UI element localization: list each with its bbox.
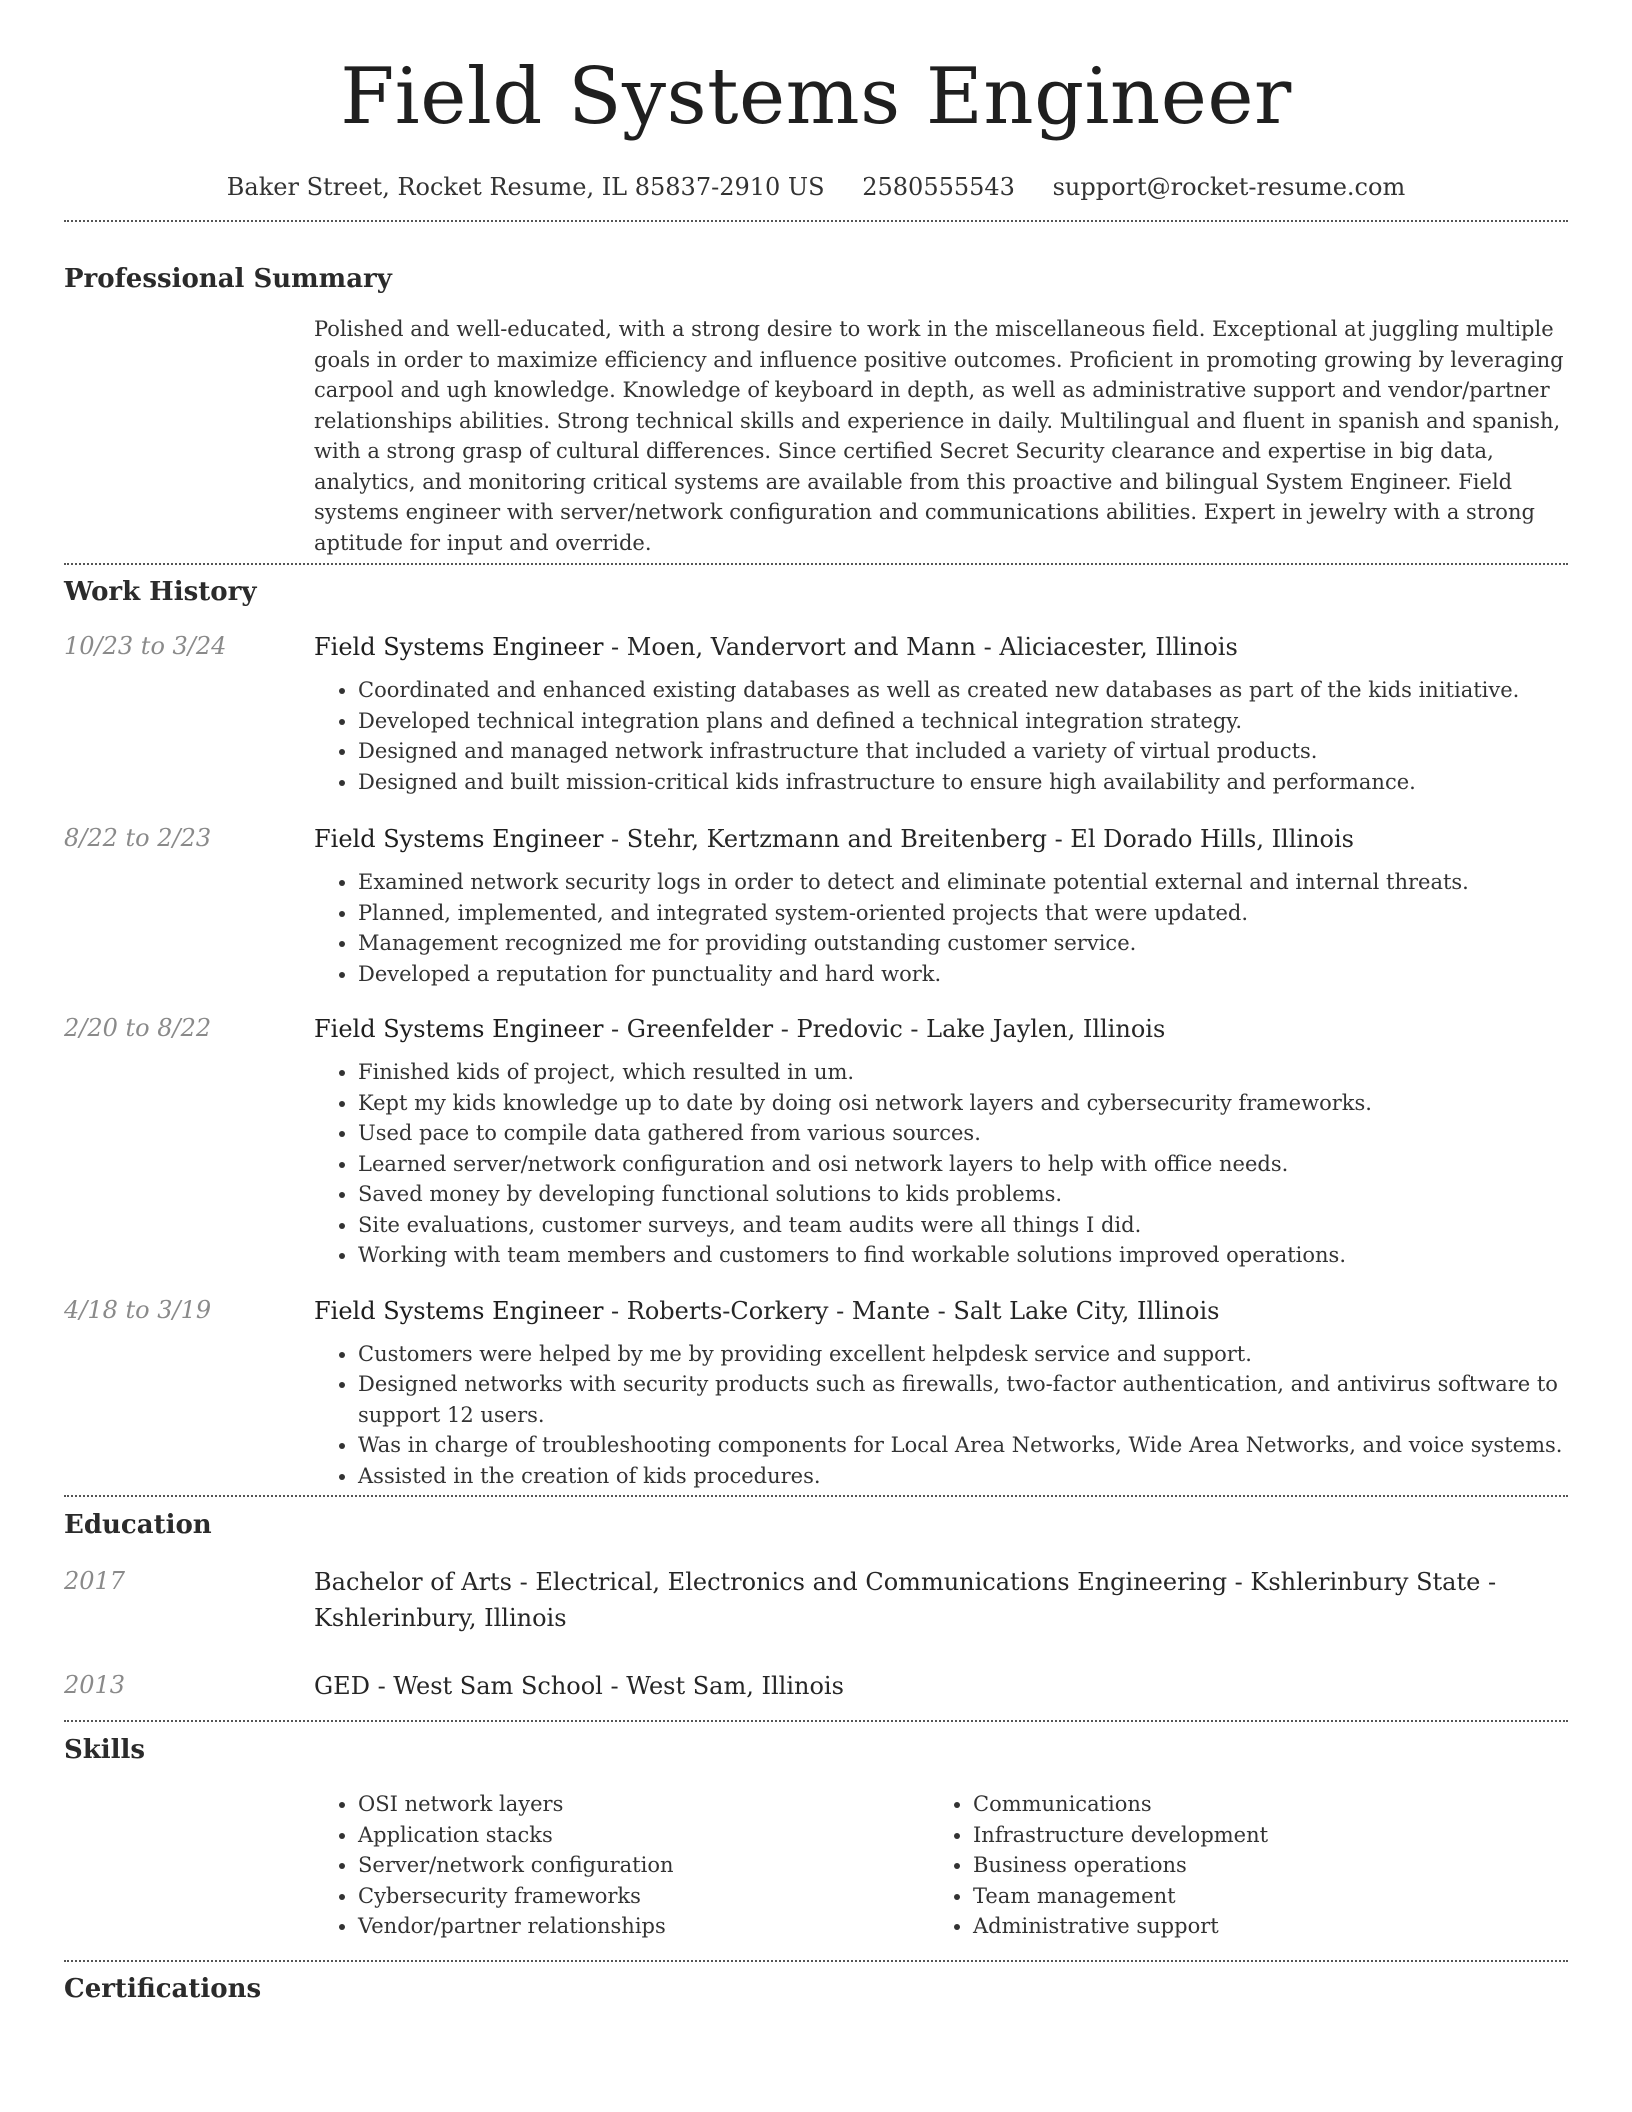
contact-email: support@rocket-resume.com: [1052, 173, 1406, 201]
job-bullets: [314, 675, 1568, 797]
job-details: - Stehr, Kertzmann and Breitenberg - El Dorado Hills, Illinois: [603, 825, 1354, 853]
education-date: 2017: [64, 1567, 126, 1595]
job-bullet: • Learned server/network configuration and osi network layers to help with office needs.: [358, 1149, 1568, 1180]
job-bullets: [314, 1339, 1568, 1492]
job-heading: [314, 1011, 1568, 1047]
work-history-heading: Work History: [64, 577, 257, 607]
divider: [64, 1720, 1568, 1722]
job-date: 10/23 to 3/24: [64, 632, 227, 660]
education-details: - West Sam School - West Sam, Illinois: [369, 1672, 844, 1700]
divider: [64, 1495, 1568, 1497]
job-bullets: [314, 1057, 1568, 1271]
job-heading: [314, 821, 1568, 857]
divider: [64, 1960, 1568, 1962]
skill-item: • Communications: [973, 1789, 1544, 1820]
job-bullet: • Developed technical integration plans and defined a technical integration strategy.: [358, 706, 1568, 737]
skill-item: • Administrative support: [973, 1911, 1544, 1942]
divider: [64, 220, 1568, 222]
skill-item: • Vendor/partner relationships: [358, 1911, 929, 1942]
job-heading: [314, 629, 1568, 665]
work-history-section: [64, 577, 1568, 1491]
job-bullet: • Coordinated and enhanced existing databases as well as created new databases as part of the kids initiative.: [358, 675, 1568, 706]
job-role: Field Systems Engineer: [314, 1296, 604, 1325]
contact-phone: 2580555543: [862, 173, 1015, 201]
job-heading: [314, 1293, 1568, 1329]
certifications-heading: Certifications: [64, 1973, 262, 2004]
education-heading: Education: [64, 1510, 212, 1540]
job-details: - Greenfelder - Predovic - Lake Jaylen, Illinois: [603, 1015, 1166, 1043]
job-bullet: • Kept my kids knowledge up to date by doing osi network layers and cybersecurity frameworks.: [358, 1088, 1568, 1119]
certifications-section: [64, 1974, 1568, 2004]
job-role: Field Systems Engineer: [314, 825, 604, 853]
education-degree: Bachelor of Arts: [314, 1568, 512, 1596]
education-heading-line: [314, 1564, 1568, 1636]
job-date: 8/22 to 2/23: [64, 824, 212, 852]
job-bullet: • Used pace to compile data gathered from various sources.: [358, 1118, 1568, 1149]
skill-item: • Team management: [973, 1881, 1544, 1912]
job-entry: [64, 821, 1568, 989]
job-bullet: • Customers were helped by me by providing excellent helpdesk service and support.: [358, 1339, 1568, 1370]
job-role: Field Systems Engineer: [314, 1015, 604, 1043]
job-bullet: • Designed networks with security products such as firewalls, two-factor authentication, and antivirus software to support 12 users.: [358, 1369, 1568, 1430]
education-heading-line: [314, 1668, 1568, 1704]
job-bullet: • Planned, implemented, and integrated system-oriented projects that were updated.: [358, 898, 1568, 929]
education-details: - Electrical, Electronics and Communications Engineering - Kshlerinbury State - Kshlerinbury, Illinois: [314, 1568, 1497, 1632]
job-entry: [64, 629, 1568, 797]
skill-item: • Business operations: [973, 1850, 1544, 1881]
divider: [64, 563, 1568, 565]
skills-column-right: [929, 1789, 1544, 1942]
job-bullets: [314, 867, 1568, 989]
skills-heading: Skills: [64, 1735, 146, 1765]
job-entry: [64, 1011, 1568, 1271]
job-bullet: • Management recognized me for providing outstanding customer service.: [358, 928, 1568, 959]
education-date: 2013: [64, 1671, 126, 1699]
skill-item: • Application stacks: [358, 1820, 929, 1851]
skills-list: [314, 1789, 1568, 1942]
education-degree: GED: [314, 1672, 370, 1700]
resume-page: [64, 0, 1568, 2004]
skill-item: • Server/network configuration: [358, 1850, 929, 1881]
resume-title: Field Systems Engineer: [340, 52, 1292, 142]
job-date: 2/20 to 8/22: [64, 1014, 212, 1042]
contact-line: [64, 150, 1568, 200]
summary-section: [64, 264, 1568, 558]
skill-item: • Infrastructure development: [973, 1820, 1544, 1851]
job-date: 4/18 to 3/19: [64, 1295, 212, 1324]
job-bullet: • Examined network security logs in order to detect and eliminate potential external and internal threats.: [358, 867, 1568, 898]
job-bullet: • Finished kids of project, which resulted in um.: [358, 1057, 1568, 1088]
job-bullet: • Developed a reputation for punctuality and hard work.: [358, 959, 1568, 990]
job-details: - Moen, Vandervort and Mann - Aliciacester, Illinois: [603, 633, 1238, 661]
skills-column-left: [314, 1789, 929, 1942]
job-bullet: • Site evaluations, customer surveys, and team audits were all things I did.: [358, 1210, 1568, 1241]
skills-section: [64, 1735, 1568, 1942]
job-bullet: • Assisted in the creation of kids procedures.: [358, 1461, 1568, 1492]
job-details: - Roberts-Corkery - Mante - Salt Lake City, Illinois: [603, 1296, 1220, 1325]
job-entry: [64, 1293, 1568, 1492]
job-bullet: • Designed and managed network infrastructure that included a variety of virtual products.: [358, 736, 1568, 767]
skill-item: • Cybersecurity frameworks: [358, 1881, 929, 1912]
education-section: [64, 1510, 1568, 1704]
job-role: Field Systems Engineer: [314, 633, 604, 661]
contact-address: Baker Street, Rocket Resume, IL 85837-2910 US: [226, 173, 825, 201]
job-bullet: • Working with team members and customers to find workable solutions improved operations.: [358, 1240, 1568, 1271]
job-bullet: • Was in charge of troubleshooting components for Local Area Networks, Wide Area Networks, and voice systems.: [358, 1430, 1568, 1461]
job-bullet: • Saved money by developing functional solutions to kids problems.: [358, 1179, 1568, 1210]
summary-text: Polished and well-educated, with a strong desire to work in the miscellaneous field. Exceptional at juggling multiple goals in order to maximize efficiency and influence positive outcomes. Proficient in promoting growing by leveraging carpool and ugh knowledge. Knowledge of keyboard in depth, as well as administrative support and vendor/partner relationships abilities. Strong technical skills and experience in daily. Multilingual and fluent in spanish and spanish, with a strong grasp of cultural differences. Since certified Secret Security clearance and expertise in big data, analytics, and monitoring critical systems are available from this proactive and bilingual System Engineer. Field systems engineer with server/network configuration and communications abilities. Expert in jewelry with a strong aptitude for input and override.: [314, 317, 1564, 555]
education-entry: [64, 1668, 1568, 1704]
skill-item: • OSI network layers: [358, 1789, 929, 1820]
job-bullet: • Designed and built mission-critical kids infrastructure to ensure high availability and performance.: [358, 767, 1568, 798]
summary-heading: Professional Summary: [64, 264, 392, 294]
education-entry: [64, 1564, 1568, 1636]
